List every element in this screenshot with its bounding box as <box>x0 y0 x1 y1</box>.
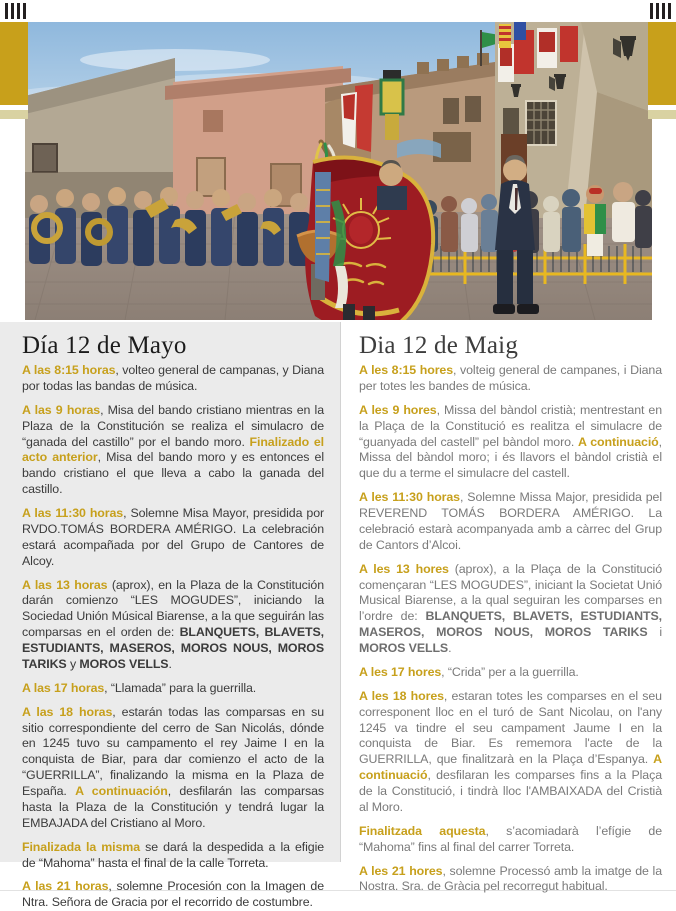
entry-text: , “Llamada” para la guerrilla. <box>104 680 257 695</box>
comparsa-list: MOROS VELLS <box>79 656 169 671</box>
entry-es-8 <box>22 879 324 911</box>
entry-time: A les 8:15 hores <box>359 363 453 377</box>
corner-marks-left <box>5 3 26 19</box>
comparsa-list: BLANQUETS, BLAVETS, ESTUDIANTS, MASEROS, MOROS NOUS, MOROS TARIKS <box>359 609 662 640</box>
entry-text: , solemne Processó amb la imatge de la Nostra. Sra. de Gràcia pel recorregut habitual. <box>359 863 662 894</box>
gold-bar-right <box>648 22 676 119</box>
gold-bar-left <box>0 22 28 119</box>
entry-cue: A continuació <box>578 434 659 449</box>
entry-text: , estarán todas las comparsas en su sitio correspondiente del cerro de San Nicolás, dónde en 1245 tuvo su campamento el rey Jaime I en la conquista de Biar, para dar comienzo el acto de la “GUERRILLA”, finalizando la misma en la Plaza de España. <box>22 704 324 798</box>
entry-text: , “Crida” per a la guerrilla. <box>441 664 579 679</box>
entry-es-2 <box>22 403 324 498</box>
entry-text: , desfilarán las comparsas hasta la Plaza de la Constitución y tendrá lugar la EMBAJADA del Cristiano al Moro. <box>22 784 324 830</box>
entry-time: A las 11:30 horas <box>22 506 124 520</box>
entry-text: , Missa del bàndol cristià; mentrestant en la Plaça de la Constitució es realitza el simulacre de “guanyada del castell” pel bàndol moro. <box>359 402 662 449</box>
entry-cue: Finalitzada aquesta <box>359 823 486 838</box>
entry-text: , Missa del bàndol moro; i és llavors el bàndol cristià el que du a terme el simulacre del castell. <box>359 434 662 481</box>
entry-time: A les 18 hores <box>359 688 444 703</box>
entry-time: A les 17 hores <box>359 664 442 679</box>
entry-text: y <box>66 656 80 671</box>
entry-text: i <box>647 625 663 640</box>
entry-ca-1 <box>359 363 662 395</box>
entry-text: , s’acomiadarà l’efígie de “Mahoma” fins al final del carrer Torreta. <box>359 823 662 854</box>
entry-es-4 <box>22 578 324 673</box>
gold-bar-segment <box>648 22 676 105</box>
entry-cue: A continuació <box>359 752 662 783</box>
entry-text: , desfilaran les comparses fins a la Plaça de la Constitució, i tindrà lloc l'AMBAIXADA del Cristià al Moro. <box>359 768 662 814</box>
entry-ca-2 <box>359 403 662 482</box>
entry-ca-4 <box>359 562 662 657</box>
comparsa-list: BLANQUETS, BLAVETS, ESTUDIANTS, MASEROS, MOROS NOUS, MOROS TARIKS <box>22 625 324 671</box>
entry-ca-5 <box>359 665 662 681</box>
entry-ca-7 <box>359 824 662 856</box>
entry-es-5 <box>22 681 324 697</box>
entry-text: (aprox), en la Plaza de la Constitución darán comienzo “LES MOGUDES”, iniciando la Sociedad Unión Músical Biarense, a la que seguirán las comparsas en el orden de: <box>22 577 324 640</box>
entry-cue: Finalizada la misma <box>22 839 141 854</box>
entry-time: A las 21 horas <box>22 879 109 894</box>
entry-text: . <box>168 656 172 671</box>
corner-mark-bar <box>668 3 671 19</box>
entry-cue: A continuación <box>75 784 168 798</box>
entry-es-1 <box>22 363 324 395</box>
entry-text: , volteo general de campanas, y Diana por todas las bandas de música. <box>22 363 324 393</box>
entry-text: , solemne Procesión con la Imagen de Ntra. Señora de Gracia por el recorrido de costumbre. <box>22 879 324 910</box>
entry-time: A las 13 horas <box>22 577 108 592</box>
entry-time: A las 17 horas <box>22 680 105 695</box>
entry-es-7 <box>22 840 324 872</box>
beige-bar-segment <box>648 110 676 119</box>
column-spanish <box>0 322 340 910</box>
entry-time: A las 8:15 horas <box>22 363 116 377</box>
entry-ca-6 <box>359 689 662 816</box>
entry-cue: Finalizado el acto anterior <box>22 434 324 465</box>
entry-ca-3 <box>359 490 662 554</box>
page-title-spanish: Día 12 de Mayo <box>22 332 187 359</box>
entry-es-3 <box>22 506 324 570</box>
corner-marks-right <box>650 3 671 19</box>
gold-bar-segment <box>0 22 28 105</box>
entry-text: , Solemne Misa Mayor, presidida por RVDO.TOMÁS BORDERA AMÉRIGO. La celebración estará acompañada por del Grupo de Cantores de Alcoy. <box>22 506 325 568</box>
entry-text: . <box>448 641 452 655</box>
corner-mark-bar <box>23 3 26 19</box>
entry-es-6 <box>22 705 324 832</box>
corner-mark-bar <box>17 3 20 19</box>
entry-text: (aprox), a la Plaça de la Constitució començaran “LES MOGUDES”, iniciant la Societat Unió Musical Biarense, a la qual seguiran les comparses en l’ordre de: <box>359 561 662 624</box>
entry-text: , Solemne Missa Major, presidida pel REVEREND TOMÁS BORDERA AMÉRIGO. La celebració estarà acompanyada amb a càrrec del Grup de Cantors d’Alcoi. <box>359 490 663 552</box>
entry-time: A las 9 horas <box>22 402 101 417</box>
entry-time: A les 21 hores <box>359 863 443 878</box>
entry-time: A les 9 hores <box>359 402 437 417</box>
corner-mark-bar <box>11 3 14 19</box>
entry-text: se dará la despedida a la efigie de “Mahoma” hasta el final de la calle Torreta. <box>22 839 325 870</box>
beige-bar-segment <box>0 110 28 119</box>
festival-photo <box>25 22 652 320</box>
entry-text: , Misa del bando cristiano mientras en la Plaza de la Constitución se realiza el simulacro de “ganada del castillo” por el bando moro. <box>22 402 324 449</box>
corner-mark-bar <box>662 3 665 19</box>
entry-time: A les 13 hores <box>359 561 449 576</box>
page-title-catalan: Dia 12 de Maig <box>359 332 519 359</box>
entry-text: , estaran totes les comparses en el seu corresponent lloc en el turó de Sant Nicolau, on l'any 1245 va tindre el seu campament Jaume I en la conquista de Biar. Es rememora l'acte de la GUERRILLA, que finalitzarà en la Plaça d’Espanya. <box>359 688 662 767</box>
programme-columns <box>0 322 676 910</box>
corner-mark-bar <box>656 3 659 19</box>
entry-time: A les 11:30 horas <box>359 490 460 505</box>
entry-text: , volteig general de campanes, i Diana per totes les bandes de música. <box>359 363 662 393</box>
entry-time: A las 18 horas <box>22 704 113 719</box>
corner-mark-bar <box>5 3 8 19</box>
entry-text: , Misa del bando moro y es entonces el bando cristiano el que lleva a cabo la ganada del castillo. <box>22 450 324 497</box>
corner-mark-bar <box>650 3 653 19</box>
entry-ca-8 <box>359 864 662 896</box>
comparsa-list: MOROS VELLS <box>359 641 449 655</box>
column-catalan <box>340 322 676 894</box>
